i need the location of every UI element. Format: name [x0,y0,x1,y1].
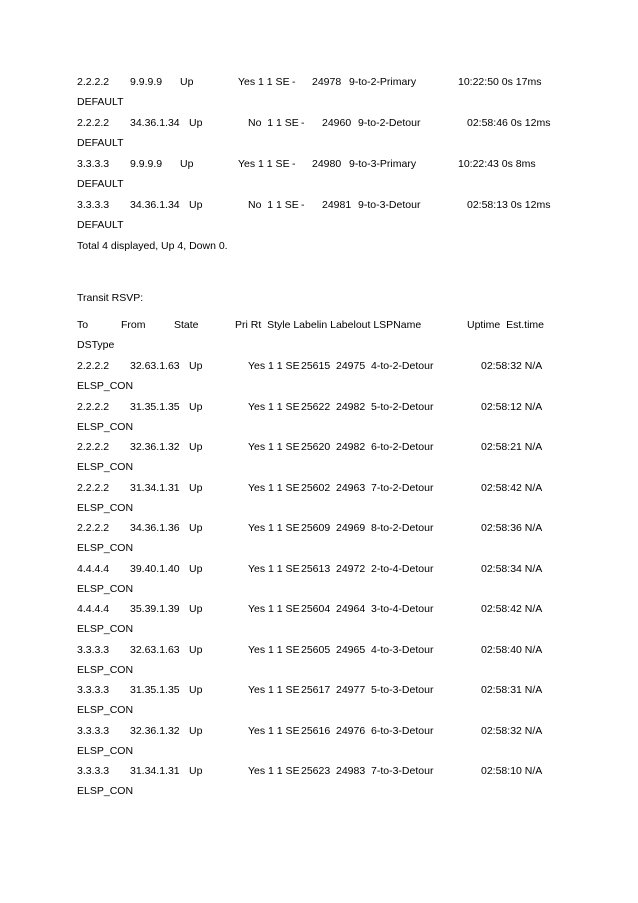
dstype-cell: DEFAULT [77,96,124,108]
to-cell: 2.2.2.2 [77,360,110,372]
state-cell: Up [189,441,203,453]
header-uptime: Uptime Est.time [467,319,545,331]
uptime-cell: 02:58:42 N/A [481,603,543,615]
from-cell: 32.36.1.32 [130,725,180,737]
prirt-style-cell: Yes 1 1 SE [248,522,300,534]
state-cell: Up [180,158,194,170]
labelin-cell: 25623 [301,765,331,777]
ingress-row [0,159,638,193]
labelout-cell: 24965 [336,644,366,656]
transit-row [0,645,638,679]
from-cell: 39.40.1.40 [130,563,180,575]
from-cell: 9.9.9.9 [130,76,163,88]
lspname-cell: 7-to-2-Detour [371,482,434,494]
uptime-cell: 02:58:34 N/A [481,563,543,575]
transit-row [0,523,638,557]
dstype-cell: DEFAULT [77,137,124,149]
to-cell: 3.3.3.3 [77,644,110,656]
dstype-cell: ELSP_CON [77,461,134,473]
lspname-cell: 5-to-3-Detour [371,684,434,696]
dstype-cell: DEFAULT [77,178,124,190]
transit-row [0,564,638,598]
state-cell: Up [189,199,203,211]
state-cell: Up [189,765,203,777]
labelin-cell: 25605 [301,644,331,656]
uptime-cell: 02:58:21 N/A [481,441,543,453]
ingress-row [0,77,638,111]
from-cell: 9.9.9.9 [130,158,163,170]
to-cell: 3.3.3.3 [77,684,110,696]
dstype-cell: ELSP_CON [77,583,134,595]
labelin-cell: 25617 [301,684,331,696]
header-columns: Pri Rt Style Labelin Labelout LSPName [235,319,422,331]
transit-section-title: Transit RSVP: [77,292,144,304]
state-cell: Up [189,603,203,615]
labelout-cell: 24980 [312,158,342,170]
labelin-cell: - [301,199,305,211]
transit-row [0,604,638,638]
state-cell: Up [189,117,203,129]
lspname-cell: 7-to-3-Detour [371,765,434,777]
prirt-style-cell: Yes 1 1 SE [248,684,300,696]
uptime-cell: 02:58:31 N/A [481,684,543,696]
state-cell: Up [189,563,203,575]
uptime-cell: 02:58:40 N/A [481,644,543,656]
transit-row [0,402,638,436]
state-cell: Up [189,401,203,413]
to-cell: 2.2.2.2 [77,401,110,413]
labelout-cell: 24964 [336,603,366,615]
labelout-cell: 24977 [336,684,366,696]
uptime-cell: 02:58:10 N/A [481,765,543,777]
labelout-cell: 24972 [336,563,366,575]
to-cell: 3.3.3.3 [77,158,110,170]
state-cell: Up [189,725,203,737]
uptime-cell: 02:58:42 N/A [481,482,543,494]
from-cell: 34.36.1.36 [130,522,180,534]
labelout-cell: 24963 [336,482,366,494]
transit-header [0,320,638,354]
from-cell: 32.63.1.63 [130,360,180,372]
uptime-cell: 10:22:50 0s 17ms [458,76,542,88]
dstype-cell: ELSP_CON [77,380,134,392]
labelout-cell: 24969 [336,522,366,534]
from-cell: 35.39.1.39 [130,603,180,615]
from-cell: 34.36.1.34 [130,199,180,211]
transit-row [0,442,638,476]
lspname-cell: 5-to-2-Detour [371,401,434,413]
prirt-style-cell: Yes 1 1 SE [248,725,300,737]
state-cell: Up [189,644,203,656]
lspname-cell: 8-to-2-Detour [371,522,434,534]
to-cell: 2.2.2.2 [77,522,110,534]
ingress-summary: Total 4 displayed, Up 4, Down 0. [77,240,228,252]
labelout-cell: 24960 [322,117,352,129]
prirt-style-cell: Yes 1 1 SE [248,441,300,453]
lspname-cell: 2-to-4-Detour [371,563,434,575]
prirt-style-cell: No 1 1 SE [248,117,299,129]
uptime-cell: 10:22:43 0s 8ms [458,158,536,170]
labelin-cell: - [301,117,305,129]
dstype-cell: ELSP_CON [77,745,134,757]
labelin-cell: - [292,158,296,170]
dstype-cell: DEFAULT [77,219,124,231]
from-cell: 31.34.1.31 [130,482,180,494]
labelin-cell: - [292,76,296,88]
labelin-cell: 25622 [301,401,331,413]
from-cell: 31.35.1.35 [130,684,180,696]
prirt-style-cell: Yes 1 1 SE [248,563,300,575]
lspname-cell: 9-to-2-Primary [349,76,417,88]
from-cell: 32.63.1.63 [130,644,180,656]
to-cell: 4.4.4.4 [77,603,110,615]
dstype-cell: ELSP_CON [77,785,134,797]
uptime-cell: 02:58:12 N/A [481,401,543,413]
labelin-cell: 25615 [301,360,331,372]
prirt-style-cell: Yes 1 1 SE [248,603,300,615]
dstype-cell: ELSP_CON [77,502,134,514]
dstype-cell: ELSP_CON [77,664,134,676]
uptime-cell: 02:58:46 0s 12ms [467,117,551,129]
lspname-cell: 9-to-2-Detour [358,117,421,129]
labelout-cell: 24981 [322,199,352,211]
labelout-cell: 24982 [336,441,366,453]
labelin-cell: 25609 [301,522,331,534]
labelout-cell: 24975 [336,360,366,372]
labelout-cell: 24978 [312,76,342,88]
lspname-cell: 3-to-4-Detour [371,603,434,615]
transit-row [0,685,638,719]
header-from: From [121,319,146,331]
uptime-cell: 02:58:32 N/A [481,725,543,737]
to-cell: 3.3.3.3 [77,765,110,777]
lspname-cell: 6-to-2-Detour [371,441,434,453]
uptime-cell: 02:58:13 0s 12ms [467,199,551,211]
transit-row [0,766,638,800]
prirt-style-cell: Yes 1 1 SE [248,401,300,413]
header-state: State [174,319,199,331]
to-cell: 3.3.3.3 [77,199,110,211]
prirt-style-cell: Yes 1 1 SE [238,76,290,88]
dstype-cell: ELSP_CON [77,421,134,433]
prirt-style-cell: No 1 1 SE [248,199,299,211]
prirt-style-cell: Yes 1 1 SE [248,765,300,777]
labelout-cell: 24982 [336,401,366,413]
to-cell: 2.2.2.2 [77,76,110,88]
transit-row [0,726,638,760]
labelin-cell: 25620 [301,441,331,453]
state-cell: Up [180,76,194,88]
uptime-cell: 02:58:32 N/A [481,360,543,372]
labelin-cell: 25602 [301,482,331,494]
ingress-row [0,118,638,152]
to-cell: 2.2.2.2 [77,441,110,453]
lspname-cell: 9-to-3-Detour [358,199,421,211]
lspname-cell: 6-to-3-Detour [371,725,434,737]
prirt-style-cell: Yes 1 1 SE [248,482,300,494]
state-cell: Up [189,360,203,372]
lspname-cell: 4-to-3-Detour [371,644,434,656]
dstype-cell: ELSP_CON [77,623,134,635]
labelout-cell: 24976 [336,725,366,737]
labelin-cell: 25604 [301,603,331,615]
to-cell: 4.4.4.4 [77,563,110,575]
dstype-cell: ELSP_CON [77,704,134,716]
prirt-style-cell: Yes 1 1 SE [248,360,300,372]
transit-row [0,483,638,517]
from-cell: 32.36.1.32 [130,441,180,453]
dstype-cell: ELSP_CON [77,542,134,554]
lspname-cell: 4-to-2-Detour [371,360,434,372]
labelin-cell: 25616 [301,725,331,737]
state-cell: Up [189,522,203,534]
to-cell: 3.3.3.3 [77,725,110,737]
ingress-row [0,200,638,234]
labelin-cell: 25613 [301,563,331,575]
uptime-cell: 02:58:36 N/A [481,522,543,534]
from-cell: 31.35.1.35 [130,401,180,413]
labelout-cell: 24983 [336,765,366,777]
header-dstype: DSType [77,339,115,351]
header-to: To [77,319,89,331]
from-cell: 31.34.1.31 [130,765,180,777]
lspname-cell: 9-to-3-Primary [349,158,417,170]
to-cell: 2.2.2.2 [77,117,110,129]
state-cell: Up [189,684,203,696]
transit-row [0,361,638,395]
to-cell: 2.2.2.2 [77,482,110,494]
prirt-style-cell: Yes 1 1 SE [248,644,300,656]
prirt-style-cell: Yes 1 1 SE [238,158,290,170]
state-cell: Up [189,482,203,494]
from-cell: 34.36.1.34 [130,117,180,129]
